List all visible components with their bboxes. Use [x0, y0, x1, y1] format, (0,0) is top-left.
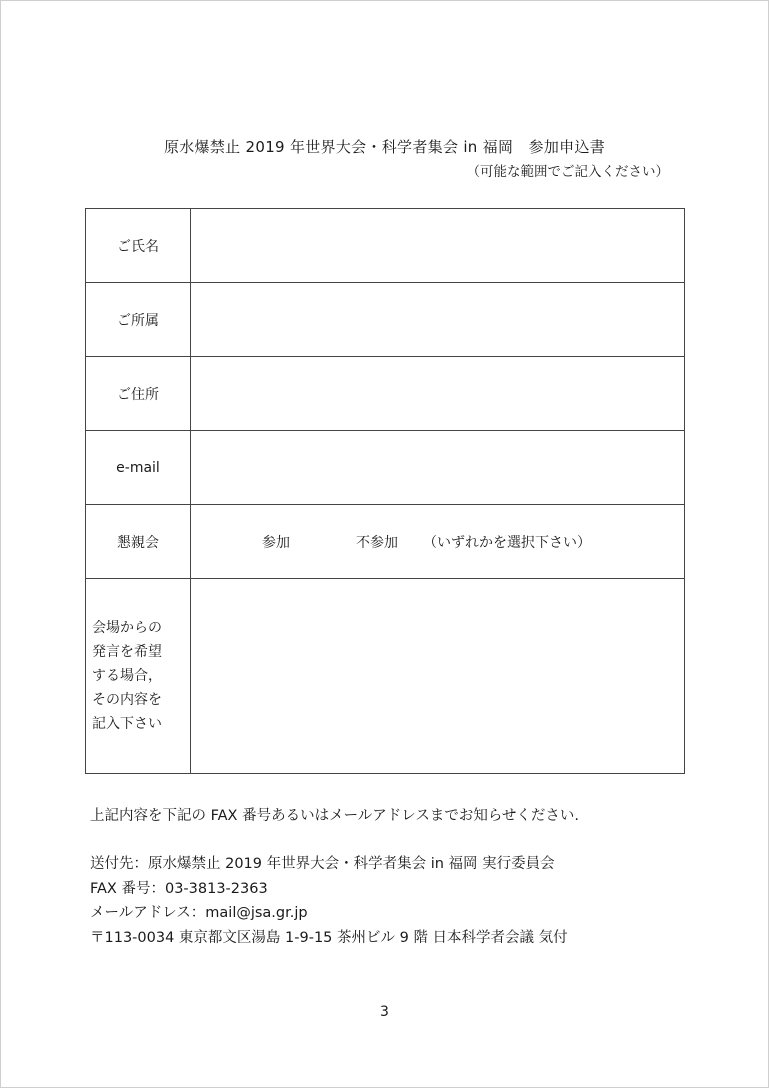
- form-row-affiliation: [86, 283, 685, 357]
- party-label: 懇親会: [86, 505, 191, 579]
- contact-address: 〒113-0034 東京都文区湯島 1-9-15 茶州ビル 9 階 日本科学者会議 気付: [90, 929, 568, 946]
- party-option-note: （いずれかを選択下さい）: [423, 534, 591, 551]
- party-option-join[interactable]: 参加: [262, 534, 290, 551]
- party-option-not[interactable]: 不参加: [356, 534, 398, 551]
- name-label: ご氏名: [86, 209, 191, 283]
- affiliation-label: ご所属: [86, 283, 191, 357]
- remarks-field[interactable]: [191, 579, 685, 774]
- form-title: 原水爆禁止 2019 年世界大会・科学者集会 in 福岡 参加申込書: [163, 138, 606, 156]
- email-field[interactable]: [191, 431, 685, 505]
- contact-fax: FAX 番号：03-3813-2363: [90, 880, 268, 897]
- address-label: ご住所: [86, 357, 191, 431]
- name-field[interactable]: [191, 209, 685, 283]
- application-form-table: [85, 208, 685, 774]
- remarks-label-line: 会場からの: [92, 620, 162, 636]
- contact-recipient: 送付先：原水爆禁止 2019 年世界大会・科学者集会 in 福岡 実行委員会: [90, 856, 555, 872]
- contact-block: [90, 852, 568, 950]
- form-row-address: [86, 357, 685, 431]
- party-options: [191, 505, 685, 579]
- remarks-label-line: 記入下さい: [92, 716, 162, 732]
- affiliation-field[interactable]: [191, 283, 685, 357]
- form-row-remarks: [86, 579, 685, 774]
- form-row-name: [86, 209, 685, 283]
- email-label: e-mail: [86, 431, 191, 505]
- remarks-label-line: 発言を希望: [92, 644, 162, 660]
- page-number: 3: [380, 1004, 389, 1020]
- contact-email: メールアドレス：mail@jsa.gr.jp: [90, 905, 308, 921]
- form-row-email: [86, 431, 685, 505]
- remarks-label: [86, 579, 191, 774]
- instructions-text: 上記内容を下記の FAX 番号あるいはメールアドレスまでお知らせください.: [90, 808, 580, 824]
- form-subtitle: （可能な範囲でご記入ください）: [466, 164, 669, 180]
- address-field[interactable]: [191, 357, 685, 431]
- remarks-label-line: その内容を: [92, 692, 162, 708]
- remarks-label-line: する場合，: [92, 668, 162, 684]
- form-row-party: [86, 505, 685, 579]
